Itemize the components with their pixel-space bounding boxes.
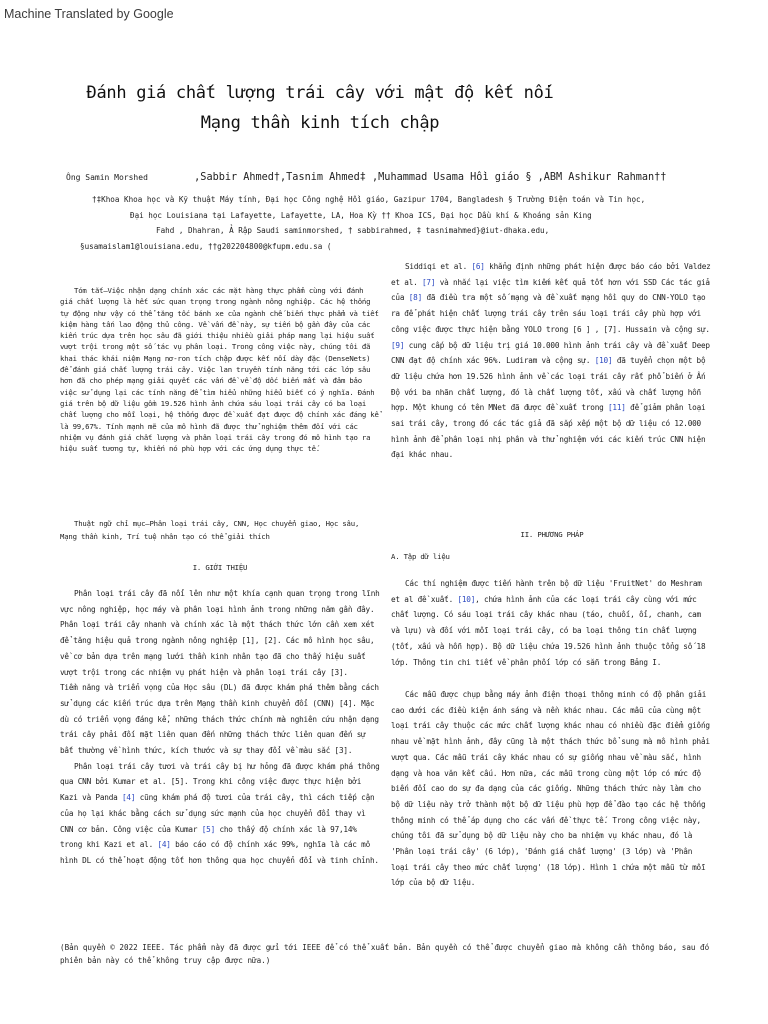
other-authors: ,Sabbir Ahmed†,Tasnim Ahmed‡ ,Muhammad Usama Hồi giáo § ,ABM Ashikur Rahman†† <box>194 172 667 183</box>
citation-link[interactable]: [4] <box>122 793 136 803</box>
affiliation-line: Đại học Louisiana tại Lafayette, Lafayette, LA, Hoa Kỳ †† Khoa ICS, Đại học Dầu khí & Khoáng sản King <box>130 210 592 220</box>
citation-link[interactable]: [8] <box>408 293 423 303</box>
related-work-body <box>391 259 713 463</box>
first-author: Ông Samin Morshed <box>66 173 148 182</box>
title-line-1: Đánh giá chất lượng trái cây với mật độ kết nối <box>86 83 554 103</box>
related-work-paragraph: Siddiqi et al. [6] khẳng định những phát hiện được báo cáo bởi Valdez et al. [7] và nhắc lại việc tìm kiếm kết quả tốt hơn với SSD Các tác giả của [8] đã điều tra một số mạng và đề xuất mạng hồi quy do CNN-YOLO tạo ra để phát hiện chất lượng trái cây trên sáu loại trái cây phù hợp với công việc được thực hiện bằng YOLO trong [6 ] , [7]. Hussain và cộng sự. [9] cung cấp bộ dữ liệu trị giá 10.000 hình ảnh trái cây và đề xuất Deep CNN đạt độ chính xác 96%. Ludiram và cộng sự. [10] đã tuyển chọn một bộ dữ liệu chứa hơn 19.526 hình ảnh về các loại trái cây rất phổ biến ở Ấn Độ với ba nhãn chất lượng, đó là chất lượng tốt, xấu và chất lượng hỗn hợp. Một khung có tên MNet đã được đề xuất trong [11] để giảm phân loại sai trái cây, trong đó các tác giả đã sắp xếp một bộ dữ liệu có 12.000 hình ảnh để phân loại nhị phân và thử nghiệm với các kiến trúc CNN hiện đại khác nhau. <box>391 262 711 460</box>
index-terms-text: Thuật ngữ chỉ mục—Phân loại trái cây, CNN, Học chuyển giao, Học sâu, Mạng thần kinh, Trí tuệ nhân tạo có thể giải thích <box>60 519 360 541</box>
citation-link[interactable]: [10] <box>594 356 613 366</box>
citation-link[interactable]: [7] <box>422 277 436 287</box>
citation-link[interactable]: [9] <box>391 340 405 350</box>
citation-link[interactable]: [5] <box>201 824 216 834</box>
intro-body <box>60 586 380 869</box>
dataset-body <box>391 576 713 670</box>
intro-paragraph: Phân loại trái cây đã nổi lên như một khía cạnh quan trọng trong lĩnh vực nông nghiệp, học máy và phân loại hình ảnh trong những năm gần đây. Phân loại trái cây nhanh và chính xác là một thách thức lớn cần xem xét để tăng hiệu quả trong ngành nông nghiệp [1], [2]. Các mô hình học sâu, về cơ bản dựa trên mạng lưới thần kinh nhân tạo đã cho thấy hiệu suất vượt trội trong các nhiệm vụ phát hiện và phân loại trái cây [3]. <box>60 589 380 677</box>
section-heading-method: II. PHƯƠNG PHÁP <box>520 530 584 539</box>
dataset-paragraph: Các thí nghiệm được tiến hành trên bộ dữ liệu 'FruitNet' do Meshram et al đề xuất. [10], chứa hình ảnh của các loại trái cây cùng với mức chất lượng. Có sáu loại trái cây khác nhau (táo, chuối, ổi, chanh, cam và lựu) và đối với mỗi loại trái cây, có ba loại thông tin chất lượng (tốt, xấu và hỗn hợp). Bộ dữ liệu chứa 19.526 hình ảnh thuộc tổng số 18 lớp. Thông tin chi tiết về phân phối lớp có sẵn trong Bảng I. <box>391 579 706 667</box>
intro-paragraph: Phân loại trái cây tươi và trái cây bị hư hỏng đã được khám phá thông qua CNN bởi Kumar et al. [5]. Trong khi công việc được thực hiện bởi Kazi và Panda [4] cũng khám phá độ tươi của trái cây, thì cách tiếp cận của họ lại khác bằng cách sử dụng sức mạnh của học chuyển đổi thay vì CNN cơ bản. Công việc của Kumar [5] cho thấy độ chính xác là 97,14% trong khi Kazi et al. [4] báo cáo có độ chính xác 99%, nghĩa là các mô hình DL có thể hoạt động tốt hơn thông qua học chuyển đổi và tinh chỉnh. <box>60 761 380 865</box>
affiliation-line: Fahd , Dhahran, Ả Rập Saudi saminmorshed, † sabbirahmed, ‡ tasnimahmed}@iut-dhaka.edu, <box>156 226 550 235</box>
paper-title <box>0 78 640 138</box>
dataset-body-2 <box>391 687 713 891</box>
intro-paragraph: Tiềm năng và triển vọng của Học sâu (DL) đã được khám phá thêm bằng cách sử dụng các kiến trúc dựa trên Mạng thần kinh chuyển đổi (CNN) [4]. Mặc dù có triển vọng đáng kể, những thách thức chính mà nghiên cứu nhận dạng trái cây phải đối mặt liên quan đến những thách thức liên quan đến sự bất thường về hình thức, kích thước và sự thay đổi về màu sắc [3]. <box>60 683 379 756</box>
dataset-paragraph: Các mẫu được chụp bằng máy ảnh điện thoại thông minh có độ phân giải cao dưới các điều kiện ánh sáng và nền khác nhau. Các mẫu của cùng một loại trái cây thuộc các mức chất lượng khác nhau có nhiều đặc điểm giống nhau về mặt hình ảnh, đây cũng là một thách thức bổ sung mà mô hình phải vượt qua. Các mẫu trái cây khác nhau có sự giống nhau về màu sắc, hình dạng và hoa văn kết cấu. Hơn nữa, các mẫu trong cùng một lớp có mức độ biến đổi cao do sự đa dạng của các giống. Những thách thức này làm cho bộ dữ liệu này trở thành một bộ dữ liệu phù hợp để đào tạo các hệ thống thông minh có thể áp dụng cho các vấn đề thực tế. Trong công việc này, chúng tôi đã sử dụng bộ dữ liệu này cho ba nhiệm vụ khác nhau, đó là 'Phân loại trái cây' (6 lớp), 'Đánh giá chất lượng' (3 lớp) và 'Phân loại trái cây theo mức chất lượng' (18 lớp). Hình 1 chứa một mẫu từ mỗi lớp của bộ dữ liệu. <box>391 690 710 888</box>
affiliations <box>60 192 750 254</box>
citation-link[interactable]: [6] <box>471 262 485 271</box>
author-list <box>66 170 756 185</box>
abstract-text: Tóm tắt—Việc nhận dạng chính xác các mặt hàng thực phẩm cùng với đánh giá chất lượng là hết sức quan trọng trong ngành nông nghiệp. Các hệ thống tự động như vậy có thể tăng tốc bánh xe của ngành chế biến thực phẩm và tiết kiệm hàng tấn lao động thủ công. Về vấn đề này, sự tiến bộ gần đây của các kiến trúc dựa trên học sâu đã giới thiệu nhiều giải pháp mang lại hiệu suất vượt trội trong một số tác vụ phân loại. Trong công việc này, chúng tôi đã khai thác khái niệm Mạng nơ-ron tích chập được kết nối dày đặc (DenseNets) để đánh giá chất lượng trái cây. Việc lan truyền tính năng tới các lớp sâu hơn đã cho phép mạng giải quyết các vấn đề về độ dốc biến mất và đảm bảo việc sử dụng lại các tính năng để tìm hiểu những hiểu biết có ý nghĩa. Đánh giá trên bộ dữ liệu gồm 19.526 hình ảnh chứa sáu loại trái cây có ba loại chất lượng cho mỗi loại, hệ thống được đề xuất đạt được độ chính xác đáng kể là 99,67%. Tính mạnh mẽ của mô hình đã được thử nghiệm thêm đối với các nhiệm vụ đánh giá chất lượng và phân loại trái cây trong đó mô hình tạo ra hiệu suất tương tự, khiến nó phù hợp với các ứng dụng thực tế. <box>60 286 379 454</box>
index-terms <box>60 517 380 543</box>
affiliation-line: †‡Khoa Khoa học và Kỹ thuật Máy tính, Đại học Công nghệ Hồi giáo, Gazipur 1704, Bangladesh § Trường Điện toán và Tin học, <box>92 195 646 204</box>
citation-link[interactable]: [11] <box>608 403 626 413</box>
machine-translation-banner: Machine Translated by Google <box>4 7 174 21</box>
citation-link[interactable]: [4] <box>157 840 171 850</box>
subsection-heading-dataset: A. Tập dữ liệu <box>391 552 450 561</box>
affiliation-line: §usamaislam1@louisiana.edu, ††g202204800@kfupm.edu.sa ( <box>80 241 332 251</box>
copyright-footnote: (Bản quyền © 2022 IEEE. Tác phẩm này đã được gửi tới IEEE để có thể xuất bản. Bản quyền có thể được chuyển giao mà không cần thông báo, sau đó phiên bản này có thể không truy cập được nữa.) <box>60 943 710 965</box>
citation-link[interactable]: [10] <box>457 594 476 604</box>
title-line-2: Mạng thần kinh tích chập <box>200 113 440 133</box>
abstract <box>60 285 380 454</box>
section-heading-intro: I. GIỚI THIỆU <box>192 563 248 572</box>
